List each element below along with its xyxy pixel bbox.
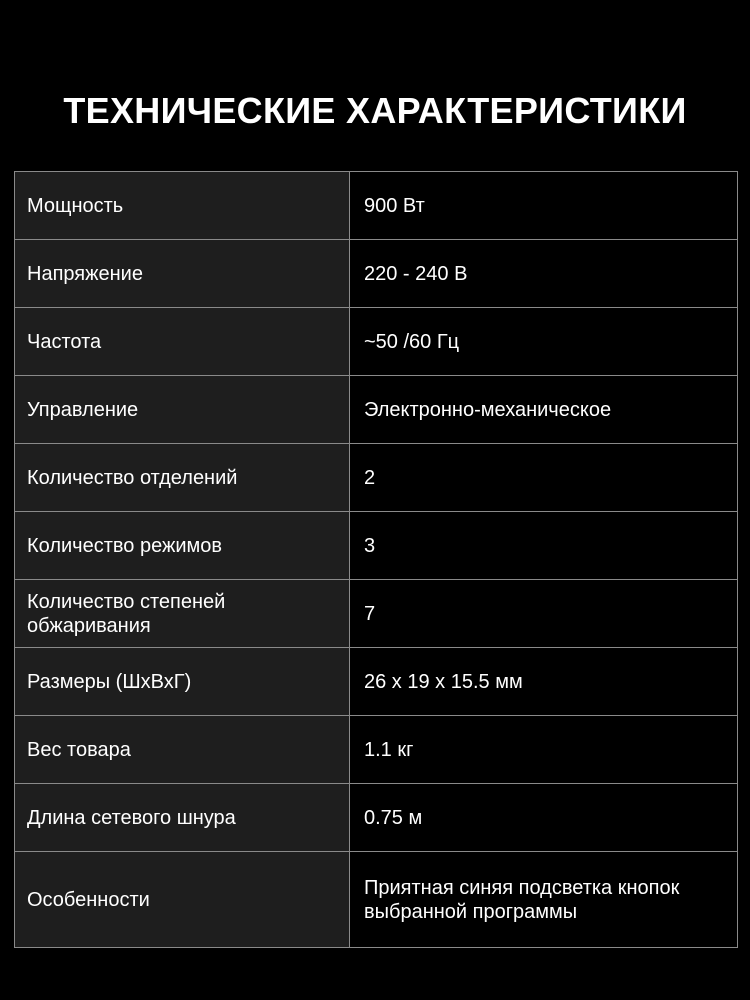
spec-value: 26 х 19 х 15.5 мм — [350, 648, 738, 716]
spec-label: Количество отделений — [15, 444, 350, 512]
table-row — [15, 580, 738, 648]
spec-value: Приятная синяя подсветка кнопок выбранной программы — [350, 852, 738, 948]
spec-value: 0.75 м — [350, 784, 738, 852]
spec-label: Размеры (ШхВхГ) — [15, 648, 350, 716]
spec-value: ~50 /60 Гц — [350, 308, 738, 376]
spec-value: 220 - 240 В — [350, 240, 738, 308]
spec-table — [14, 171, 738, 948]
spec-label: Управление — [15, 376, 350, 444]
table-row — [15, 784, 738, 852]
table-row — [15, 376, 738, 444]
page-title: ТЕХНИЧЕСКИЕ ХАРАКТЕРИСТИКИ — [63, 90, 687, 131]
table-row — [15, 512, 738, 580]
spec-value: 3 — [350, 512, 738, 580]
spec-value: 2 — [350, 444, 738, 512]
table-row — [15, 240, 738, 308]
spec-value: 1.1 кг — [350, 716, 738, 784]
spec-value: 900 Вт — [350, 172, 738, 240]
table-row — [15, 852, 738, 948]
table-row — [15, 648, 738, 716]
spec-label: Количество степеней обжаривания — [15, 580, 350, 648]
spec-label: Частота — [15, 308, 350, 376]
spec-label: Мощность — [15, 172, 350, 240]
spec-label: Напряжение — [15, 240, 350, 308]
table-row — [15, 308, 738, 376]
spec-value: Электронно-механическое — [350, 376, 738, 444]
spec-label: Длина сетевого шнура — [15, 784, 350, 852]
spec-label: Особенности — [15, 852, 350, 948]
spec-value: 7 — [350, 580, 738, 648]
table-row — [15, 172, 738, 240]
spec-label: Количество режимов — [15, 512, 350, 580]
table-row — [15, 444, 738, 512]
spec-label: Вес товара — [15, 716, 350, 784]
table-row — [15, 716, 738, 784]
